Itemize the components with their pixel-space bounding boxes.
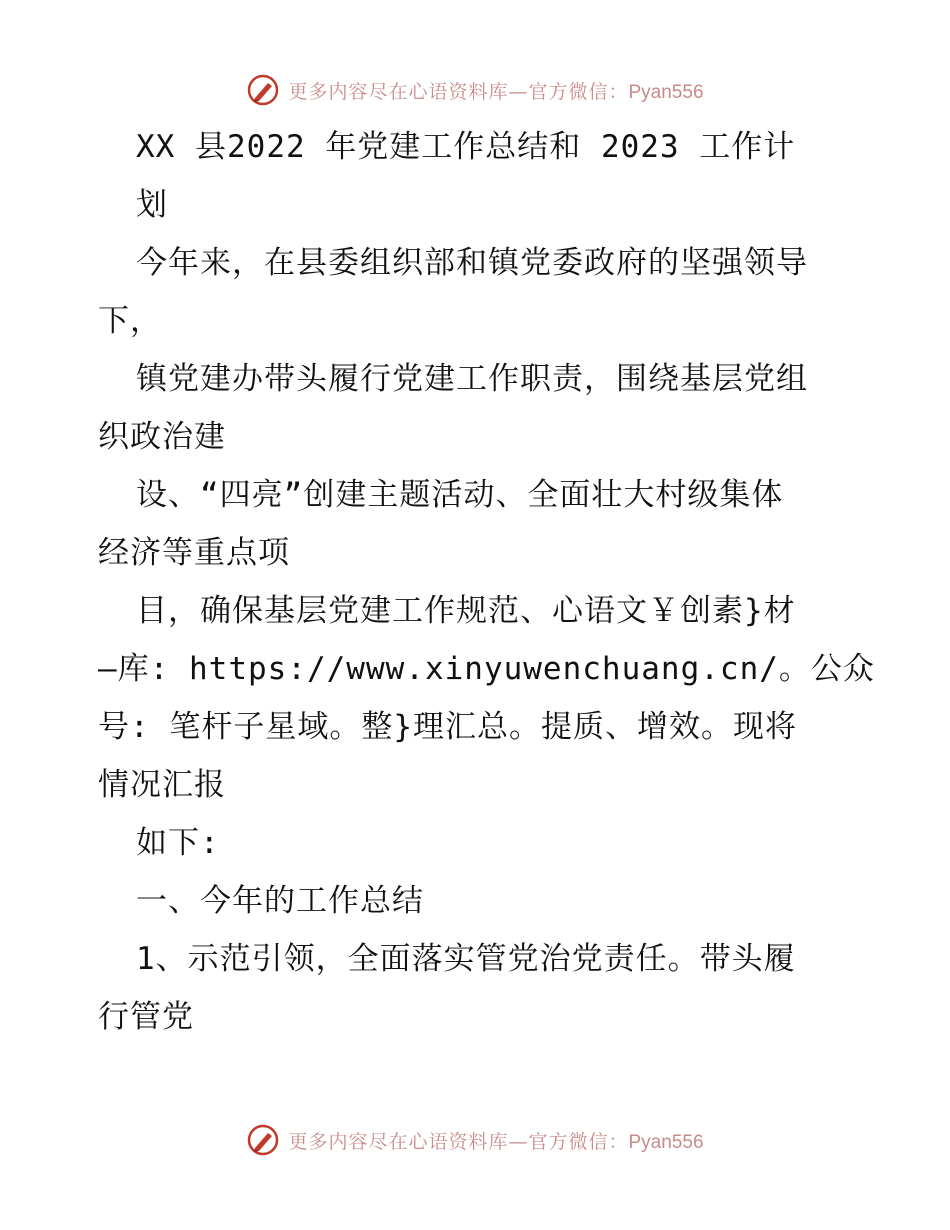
- document-line: XX 县2022 年党建工作总结和 2023 工作计: [136, 129, 796, 165]
- document-line: 情况汇报: [98, 767, 226, 803]
- document-line: 设、“四亮”创建主题活动、全面壮大村级集体: [136, 477, 784, 513]
- document-line: 如下:: [136, 825, 220, 861]
- document-line: 经济等重点项: [98, 535, 290, 571]
- document-line: 今年来，在县委组织部和镇党委政府的坚强领导: [136, 245, 808, 281]
- watermark-header: [0, 70, 950, 110]
- watermark-text: 更多内容尽在心语资料库—官方微信：Pyan556: [288, 1130, 704, 1153]
- document-body: [98, 118, 875, 1046]
- document-line: 划: [136, 187, 168, 223]
- document-line: 1、示范引领，全面落实管党治党责任。带头履: [136, 941, 796, 977]
- document-line: 行管党: [98, 999, 194, 1035]
- pen-logo-icon: [246, 1123, 280, 1157]
- document-line: 下，: [98, 303, 162, 339]
- document-line: 织政治建: [98, 419, 226, 455]
- watermark-text: 更多内容尽在心语资料库—官方微信：Pyan556: [288, 80, 704, 103]
- document-line: 号: 笔杆子星域。整}理汇总。提质、增效。现将: [98, 709, 797, 745]
- document-line: —库: https://www.xinyuwenchuang.cn/。公众: [98, 651, 875, 687]
- document-line: 镇党建办带头履行党建工作职责，围绕基层党组: [136, 361, 808, 397]
- pen-logo-icon: [246, 73, 280, 107]
- document-line: 一、今年的工作总结: [136, 883, 424, 919]
- document-line: 目，确保基层党建工作规范、心语文￥创素}材: [136, 593, 796, 629]
- watermark-footer: [0, 1120, 950, 1160]
